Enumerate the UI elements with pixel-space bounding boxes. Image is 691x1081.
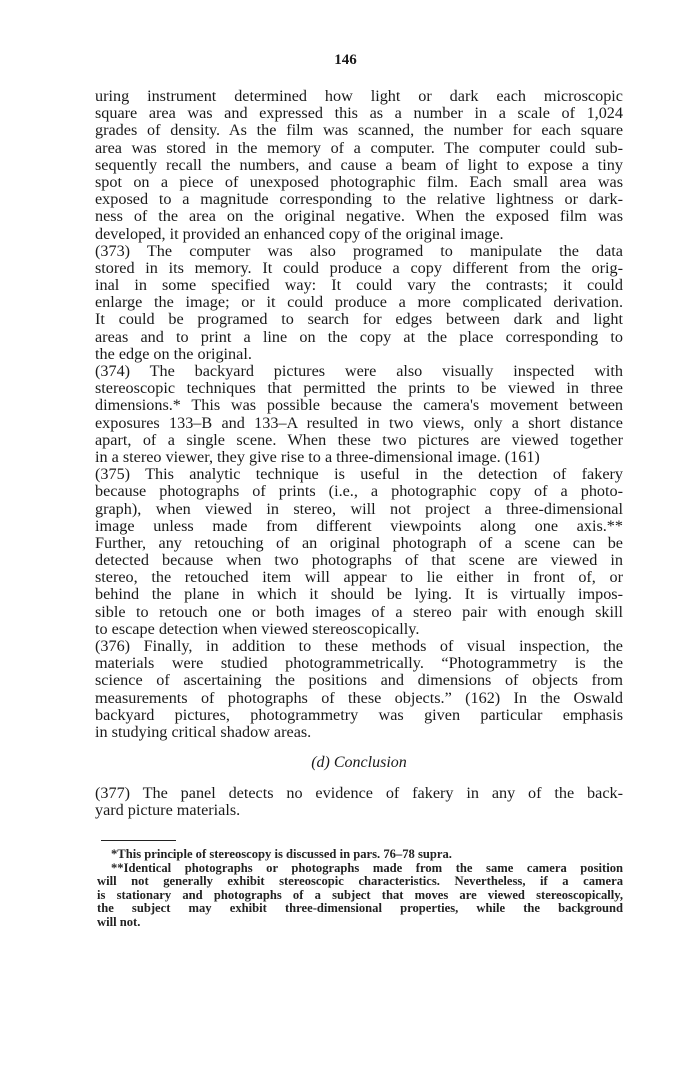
text-line: yard picture materials. — [95, 801, 241, 820]
text-line: sequently recall the numbers, and cause a beam of light to expose a tiny — [95, 155, 623, 174]
section-heading-conclusion: (d) Conclusion — [311, 754, 407, 772]
text-line: graph), when viewed in stereo, will not project a three-dimensional — [95, 499, 623, 518]
text-line: area was stored in the memory of a computer. The computer could sub- — [95, 138, 623, 157]
conclusion-paragraph — [95, 785, 623, 819]
footnote-line: *This principle of stereoscopy is discussed in pars. 76–78 supra. — [111, 847, 452, 861]
text-line: materials were studied photogrammetrically. “Photogrammetry is the — [95, 654, 623, 673]
text-line: enlarge the image; or it could produce a more complicated derivation. — [95, 293, 623, 312]
text-line: dimensions.* This was possible because the camera's movement between — [95, 396, 623, 415]
text-line: (377) The panel detects no evidence of fakery in any of the back- — [95, 784, 623, 803]
text-line: (375) This analytic technique is useful in the detection of fakery — [95, 465, 623, 484]
footnote-separator — [101, 840, 176, 841]
text-line: developed, it provided an enhanced copy of the original image. — [95, 224, 504, 243]
text-line: exposed to a magnitude corresponding to the relative lightness or dark- — [95, 190, 623, 209]
text-line: (376) Finally, in addition to these methods of visual inspection, the — [95, 637, 623, 655]
text-line: in a stereo viewer, they give rise to a three-dimensional image. (161) — [95, 447, 540, 466]
text-line: the edge on the original. — [95, 344, 252, 363]
text-line: stereo, the retouched item will appear to lie either in front of, or — [95, 568, 623, 587]
text-line: ness of the area on the original negative. When the exposed film was — [95, 207, 623, 226]
text-line: detected because when two photographs of that scene are viewed in — [95, 551, 623, 570]
text-line: (374) The backyard pictures were also visually inspected with — [95, 362, 623, 380]
text-line: sible to retouch one or both images of a stereo pair with enough skill — [95, 602, 623, 621]
footnote-line: **Identical photographs or photographs made from the same camera position — [111, 860, 623, 875]
text-line: spot on a piece of unexposed photographic film. Each small area was — [95, 172, 623, 191]
text-line: grades of density. As the film was scanned, the number for each square — [95, 121, 623, 140]
text-line: square area was and expressed this as a number in a scale of 1,024 — [95, 104, 623, 123]
text-line: (373) The computer was also programed to manipulate the data — [95, 241, 623, 260]
text-line: stereoscopic techniques that permitted the prints to be viewed in three — [95, 379, 623, 398]
text-line: to escape detection when viewed stereoscopically. — [95, 619, 420, 638]
page-number: 146 — [334, 52, 357, 68]
text-line: exposures 133–B and 133–A resulted in two views, only a short distance — [95, 413, 623, 432]
footnotes — [97, 848, 623, 930]
text-line: backyard pictures, photogrammetry was given particular emphasis — [95, 705, 623, 724]
text-line: measurements of photographs of these objects.” (162) In the Oswald — [95, 688, 623, 707]
text-line: science of ascertaining the positions and dimensions of objects from — [95, 671, 623, 690]
body-text — [95, 88, 623, 820]
body-paragraphs — [95, 88, 623, 741]
text-line: stored in its memory. It could produce a copy different from the orig- — [95, 258, 623, 277]
text-line: inal in some specified way: It could vary the contrasts; it could — [95, 276, 623, 295]
text-line: in studying critical shadow areas. — [95, 722, 312, 741]
text-line: apart, of a single scene. When these two pictures are viewed together — [95, 430, 623, 449]
text-line: image unless made from different viewpoints along one axis.** — [95, 516, 623, 535]
footnote-line: is stationary and photographs of a subject that moves are viewed stereoscopically, — [97, 887, 623, 902]
text-line: areas and to print a line on the copy at the place corresponding to — [95, 327, 623, 346]
footnote-line: will not. — [97, 914, 141, 929]
text-line: because photographs of prints (i.e., a photographic copy of a photo- — [95, 482, 623, 501]
text-line: It could be programed to search for edges between dark and light — [95, 310, 623, 329]
text-line: behind the plane in which it should be lying. It is virtually impos- — [95, 585, 623, 604]
text-line: Further, any retouching of an original photograph of a scene can be — [95, 533, 623, 552]
footnote-line: will not generally exhibit stereoscopic characteristics. Nevertheless, if a camera — [97, 874, 623, 889]
footnote-line: the subject may exhibit three-dimensional properties, while the background — [97, 901, 623, 916]
text-line: uring instrument determined how light or dark each microscopic — [95, 87, 623, 105]
